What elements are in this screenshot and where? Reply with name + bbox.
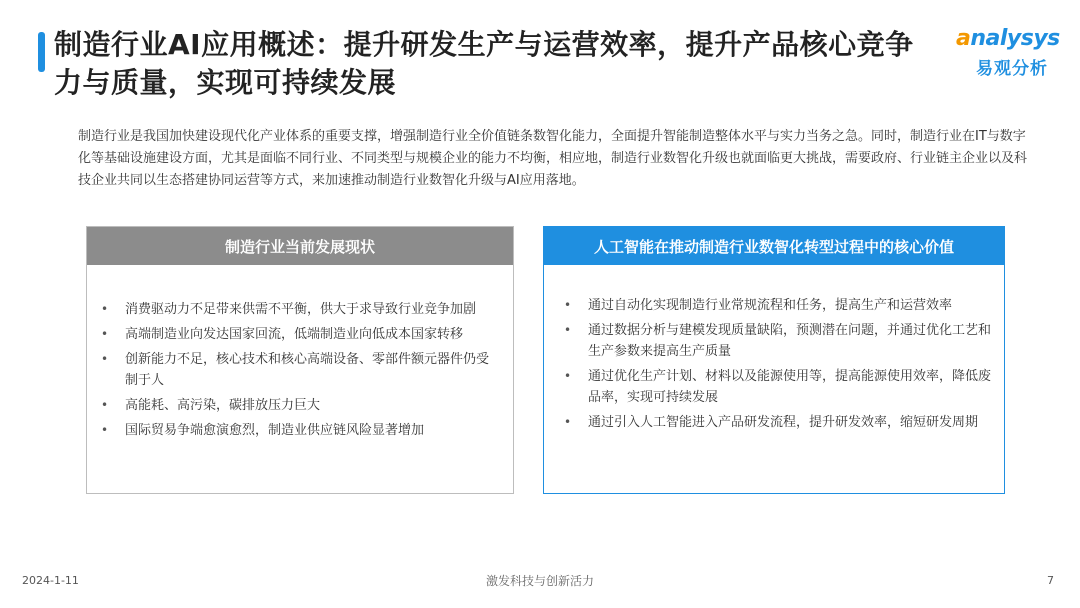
ai-core-value-list	[562, 295, 992, 437]
intro-paragraph: 制造行业是我国加快建设现代化产业体系的重要支撑，增强制造行业全价值链条数智化能力，全面提升智能制造整体水平与实力当务之急。同时，制造行业在IT与数字化等基础设施建设方面，尤其是面临不同行业、不同类型与规模企业的能力不均衡，相应地，制造行业数智化升级也就面临更大挑战，需要政府、行业链主企业以及科技企业共同以生态搭建协同运营等方式，来加速推动制造行业数智化升级与AI应用落地。	[78, 129, 1028, 188]
logo-wordmark	[956, 26, 1060, 51]
list-item: • 高端制造业向发达国家回流，低端制造业向低成本国家转移	[99, 324, 499, 345]
current-status-list	[99, 299, 499, 445]
logo-letter-a: a	[956, 26, 971, 51]
current-status-panel-title: 制造行业当前发展现状	[87, 227, 513, 265]
current-status-panel	[86, 226, 514, 494]
list-item: • 通过数据分析与建模发现质量缺陷，预测潜在问题，并通过优化工艺和生产参数来提高生产质量	[562, 320, 992, 362]
footer-date: 2024-1-11	[22, 574, 79, 587]
list-item: • 消费驱动力不足带来供需不平衡，供大于求导致行业竞争加剧	[99, 299, 499, 320]
ai-core-value-panel	[543, 226, 1005, 494]
list-item: • 通过自动化实现制造行业常规流程和任务，提高生产和运营效率	[562, 295, 992, 316]
list-item: • 创新能力不足，核心技术和核心高端设备、零部件额元器件仍受制于人	[99, 349, 499, 391]
title-accent-bar	[38, 32, 45, 72]
brand-logo	[956, 26, 1066, 82]
logo-chinese-name: 易观分析	[976, 59, 1048, 79]
list-item: • 通过优化生产计划、材料以及能源使用等，提高能源使用效率，降低废品率，实现可持续发展	[562, 366, 992, 408]
footer-slogan: 激发科技与创新活力	[485, 574, 594, 588]
page-title: 制造行业AI应用概述：提升研发生产与运营效率，提升产品核心竞争力与质量，实现可持续发展	[54, 28, 914, 99]
ai-core-value-panel-title: 人工智能在推动制造行业数智化转型过程中的核心价值	[544, 227, 1004, 265]
page-number: 7	[1047, 574, 1054, 587]
list-item: • 高能耗、高污染，碳排放压力巨大	[99, 395, 499, 416]
list-item: • 国际贸易争端愈演愈烈，制造业供应链风险显著增加	[99, 420, 499, 441]
logo-letters: nalysys	[970, 26, 1060, 51]
list-item: • 通过引入人工智能进入产品研发流程，提升研发效率，缩短研发周期	[562, 412, 992, 433]
